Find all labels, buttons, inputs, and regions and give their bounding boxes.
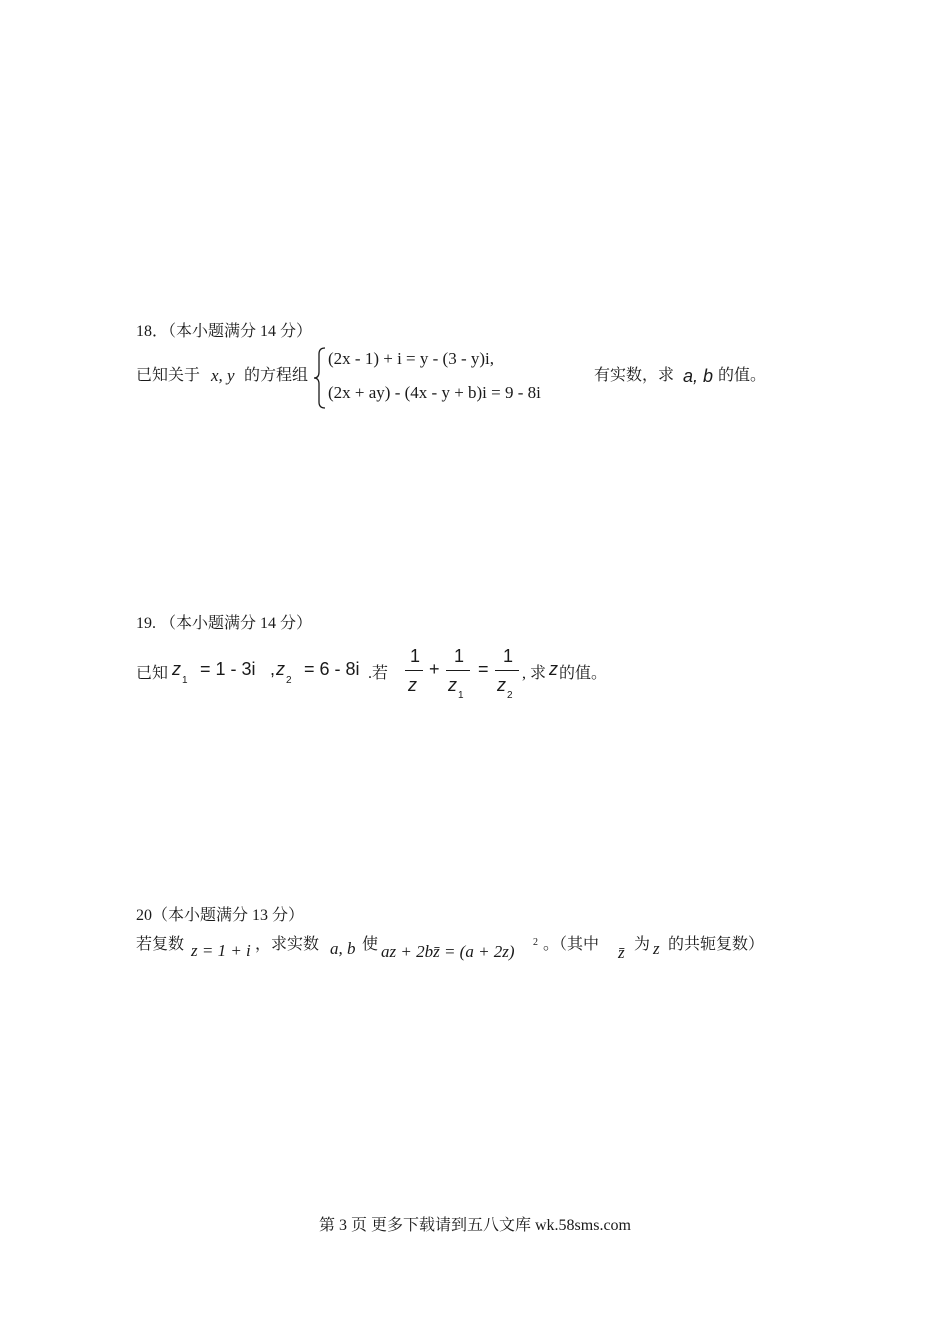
- q19-comma: ,: [270, 659, 276, 679]
- q18-heading: 18．（本小题满分 14 分）: [136, 323, 313, 340]
- q18-text-prefix: 已知关于: [136, 367, 201, 384]
- q18-text-end: 的值。: [718, 367, 767, 384]
- q18-vars-ab: a, b: [683, 366, 714, 386]
- q18-equation-2: (2x + ay) - (4x - y + b)i = 9 - 8i: [328, 383, 541, 402]
- system-brace: [313, 346, 327, 410]
- q20-z: z: [653, 939, 660, 958]
- frac1-numerator: 1: [410, 646, 421, 666]
- q18-vars-xy: x, y: [211, 366, 235, 385]
- q19-z2-var: z: [276, 659, 285, 679]
- frac2-numerator: 1: [454, 646, 465, 666]
- page-footer: 第 3 页 更多下载请到五八文库 wk.58sms.com: [318, 1217, 631, 1234]
- frac3-numerator: 1: [503, 646, 514, 666]
- q19-tail-qiu: , 求: [522, 665, 547, 682]
- q20-text-end: 的共轭复数）: [668, 936, 765, 953]
- frac2-line: [446, 670, 470, 671]
- q19-text-prefix: 已知: [136, 665, 169, 682]
- q18-text-mid: 的方程组: [244, 367, 309, 384]
- frac3-line: [495, 670, 519, 671]
- q19-heading: 19. （本小题满分 14 分）: [136, 615, 313, 632]
- q20-eq-z: z = 1 + i: [191, 941, 251, 960]
- q20-text-mid: ，求实数: [255, 936, 320, 953]
- q19-ruo: .若: [368, 665, 389, 682]
- q20-text-punct: 。（其中: [543, 936, 600, 953]
- frac2-denominator: z: [448, 675, 457, 695]
- frac1-line: [405, 670, 423, 671]
- frac2-subscript: 1: [458, 690, 464, 701]
- q19-equals: =: [478, 659, 489, 679]
- q20-text-prefix: 若复数: [136, 936, 185, 953]
- q20-heading: 20（本小题满分 13 分）: [136, 907, 305, 924]
- q19-z2-value: = 6 - 8i: [304, 659, 360, 679]
- q20-shi: 使: [362, 936, 379, 953]
- q19-plus: +: [429, 659, 440, 679]
- frac1-denominator: z: [408, 675, 417, 695]
- q19-tail-z: z: [549, 659, 558, 679]
- q18-equation-1: (2x - 1) + i = y - (3 - y)i,: [328, 349, 494, 368]
- q20-vars-ab: a, b: [330, 939, 356, 958]
- q20-zbar: z̄: [618, 943, 625, 962]
- q18-text-after: 有实数，求: [594, 367, 675, 384]
- q19-tail-end: 的值。: [559, 665, 608, 682]
- q19-z1-subscript: 1: [182, 675, 188, 686]
- q20-exponent: 2: [533, 937, 538, 948]
- frac3-denominator: z: [497, 675, 506, 695]
- q20-equation: az + 2bz̄ = (a + 2z): [381, 942, 515, 961]
- q19-z1-var: z: [172, 659, 181, 679]
- q19-z2-subscript: 2: [286, 675, 292, 686]
- q19-z1-value: = 1 - 3i: [200, 659, 256, 679]
- frac3-subscript: 2: [507, 690, 513, 701]
- q20-wei: 为: [634, 936, 651, 953]
